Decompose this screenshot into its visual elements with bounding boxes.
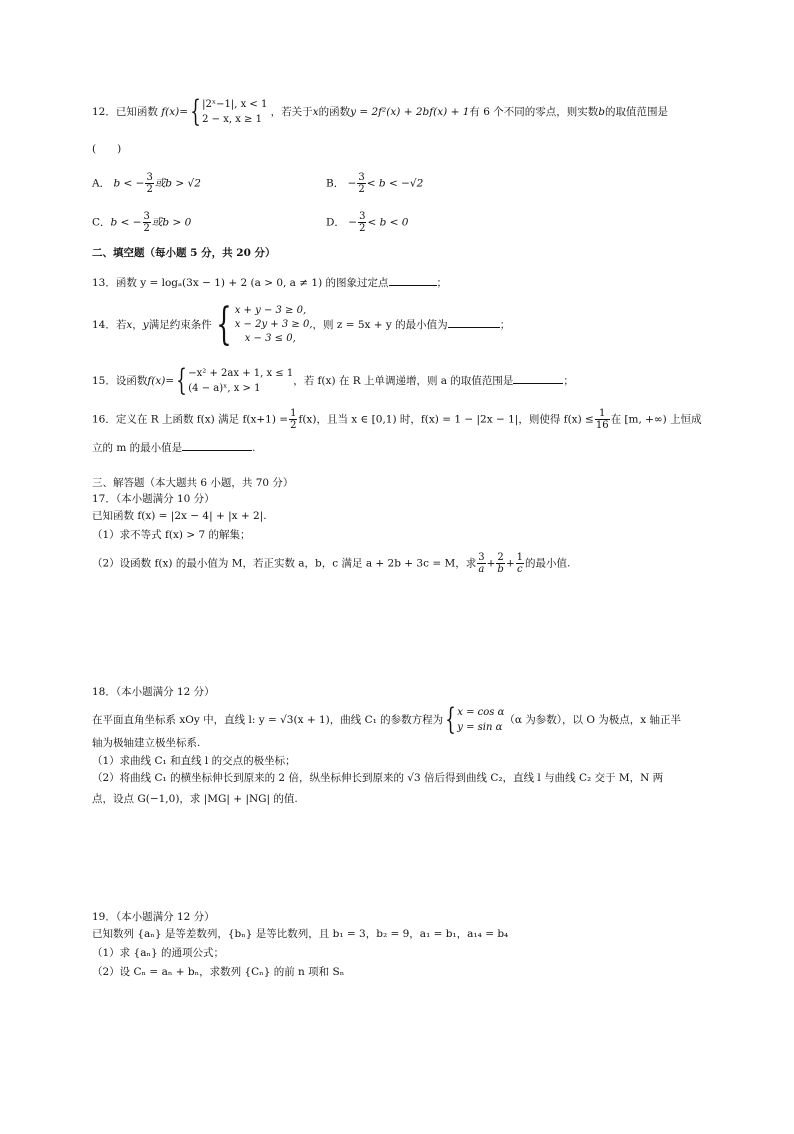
q12-option-d <box>326 211 408 234</box>
q15-end: ； <box>563 375 574 387</box>
q16-g-den: 16 <box>595 420 609 431</box>
q17-d1: a <box>478 564 485 575</box>
q14-c1: x + y − 3 ≥ 0, <box>234 305 307 316</box>
q12-fx: f(x)= <box>161 106 189 118</box>
q15-cases <box>188 366 293 396</box>
q15-fx: f(x)= <box>147 375 175 387</box>
option-b-label: B． <box>326 177 345 190</box>
option-c-label: C． <box>92 216 111 229</box>
q14-tail: ，则 z = 5x + y 的最小值为 <box>312 319 448 331</box>
q17-plus2: + <box>505 557 515 570</box>
q16-frac-16 <box>595 408 610 431</box>
q14-c3: x − 3 ≤ 0, <box>244 333 296 344</box>
q17-n1: 3 <box>478 552 485 563</box>
q16-g-num: 1 <box>595 408 610 420</box>
q12-tail: 有 6 个不同的零点，则实数 <box>469 106 599 118</box>
q12-lead: 12．已知函数 <box>92 106 158 118</box>
q13-blank <box>389 285 437 286</box>
q16-lead: 16．定义在 R 上函数 f(x) 满足 f(x+1) = <box>92 413 289 426</box>
q15-blank <box>513 383 563 384</box>
option-d-pre: − <box>348 216 358 229</box>
q15-c2: (4 − a)ˣ, x > 1 <box>188 383 261 394</box>
option-c-pre: b < − <box>110 216 142 229</box>
q17-part2 <box>92 552 570 575</box>
q14-lead: 14．若 <box>92 319 127 331</box>
q13 <box>92 276 447 290</box>
q13-text: 13．函数 y = logₐ(3x − 1) + 2 (a > 0, a ≠ 1) 的图象过定点 <box>92 277 389 289</box>
option-c-frac <box>143 211 151 234</box>
q18-part2: （2）将曲线 C₁ 的横坐标伸长到原来的 2 倍，纵坐标伸长到原来的 √3 倍后得到曲线 C₂，直线 l 与曲线 C₂ 交于 M，N 两 <box>92 772 664 784</box>
q12-cases <box>202 97 267 127</box>
q18-l1-lead: 在平面直角坐标系 xOy 中，直线 l: y = √3(x + 1)，曲线 C₁ 的参数方程为 <box>92 714 444 726</box>
option-c-post: 或b > 0 <box>151 216 192 229</box>
q17-stem: 已知函数 f(x) = |2x − 4| + |x + 2|. <box>92 510 267 522</box>
q17-d3: c <box>517 564 523 575</box>
q17-d2: b <box>497 564 504 575</box>
q12-tail2: 的取值范围是 <box>605 106 668 118</box>
q18-line2: 轴为极轴建立极坐标系. <box>92 737 201 749</box>
q12-mid: ，若关于 <box>270 106 313 118</box>
q18-l1-tail: （α 为参数），以 O 为极点，x 轴正半 <box>504 714 682 726</box>
q18-c1: x = cos α <box>457 707 505 718</box>
option-b-den: 2 <box>358 184 365 195</box>
q18-brace: { <box>445 702 456 737</box>
q15-lead: 15．设函数 <box>92 375 148 387</box>
option-c-den: 2 <box>143 223 150 234</box>
q12-option-a <box>92 172 201 195</box>
q14-c2: x − 2y + 3 ≥ 0, <box>234 319 313 330</box>
q19-head: 19．（本小题满分 12 分） <box>92 911 215 923</box>
option-a-post: 或b > √2 <box>154 177 201 190</box>
q18-head: 18．（本小题满分 12 分） <box>92 686 215 698</box>
option-d-label: D． <box>326 216 345 229</box>
q13-end: ； <box>436 277 448 289</box>
q16-end: . <box>252 442 256 454</box>
q16-line1 <box>92 408 702 431</box>
option-b-post: < b < −√2 <box>366 177 424 190</box>
q14-sep: ， <box>132 319 143 331</box>
option-a-den: 2 <box>146 184 153 195</box>
q16-line2 <box>92 441 255 455</box>
q17-n3: 1 <box>516 552 523 563</box>
q15-c1: −x² + 2ax + 1, x ≤ 1 <box>188 368 294 379</box>
q12-paren: ( ) <box>92 143 122 155</box>
q15-tail: ，若 f(x) 在 R 上单调递增，则 a 的取值范围是 <box>293 375 514 387</box>
option-a-num: 3 <box>146 172 153 183</box>
q12-x: x <box>312 106 319 118</box>
option-a-frac <box>145 172 153 195</box>
option-b-pre: − <box>347 177 357 190</box>
q12-case1: |2ˣ−1|, x < 1 <box>202 99 268 110</box>
section-2-title: 二、填空题（每小题 5 分，共 20 分） <box>92 247 276 259</box>
q12-brace: { <box>190 94 201 129</box>
q16-line2-text: 立的 m 的最小值是 <box>92 442 183 454</box>
q17-p2-tail: 的最小值. <box>525 557 571 570</box>
q19-part2: （2）设 Cₙ = aₙ + bₙ，求数列 {Cₙ} 的前 n 项和 Sₙ <box>92 966 345 978</box>
q12-option-b <box>326 172 423 195</box>
q17-frac3 <box>516 552 524 575</box>
option-b-num: 3 <box>358 172 365 183</box>
q16-f-num: 1 <box>290 408 297 419</box>
q14 <box>92 299 511 350</box>
q14-mid: 满足约束条件 <box>148 319 212 331</box>
q18-cases <box>457 705 504 735</box>
option-d-den: 2 <box>359 223 366 234</box>
q12-mid2: 的函数 <box>318 106 351 118</box>
option-a-label: A． <box>92 177 111 190</box>
q19-stem: 已知数列 {aₙ} 是等差数列，{bₙ} 是等比数列，且 b₁ = 3，b₂ = 9，a₁ = b₁，a₁₄ = b₄ <box>92 928 509 940</box>
q15-brace: { <box>176 363 187 398</box>
q17-n2: 2 <box>497 552 504 563</box>
q14-blank <box>448 327 500 328</box>
option-d-post: < b < 0 <box>367 216 409 229</box>
option-a-pre: b < − <box>113 177 145 190</box>
q14-cases <box>235 304 313 346</box>
q18-c2: y = sin α <box>457 722 503 733</box>
q17-frac1 <box>477 552 485 575</box>
q17-plus1: + <box>486 557 496 570</box>
q17-head: 17．（本小题满分 10 分） <box>92 493 215 505</box>
q16-blank <box>182 450 252 451</box>
q17-frac2 <box>496 552 504 575</box>
q14-end: ； <box>499 319 511 331</box>
q12-stem <box>92 94 668 129</box>
q15 <box>92 363 574 398</box>
q12-b: b <box>598 106 605 118</box>
q16-f-den: 2 <box>290 420 297 431</box>
q18-part3: 点，设点 G(−1,0)，求 |MG| + |NG| 的值. <box>92 793 298 805</box>
q12-func: y = 2f²(x) + 2bf(x) + 1 <box>350 106 470 118</box>
q16-frac-half <box>289 408 297 431</box>
q18-part1: （1）求曲线 C₁ 和直线 l 的交点的极坐标； <box>92 755 296 767</box>
q19-part1: （1）求 {aₙ} 的通项公式； <box>92 947 225 959</box>
option-b-frac <box>357 172 365 195</box>
q14-y: y <box>142 319 149 331</box>
option-c-num: 3 <box>143 211 150 222</box>
q16-mid: f(x)，且当 x ∈ [0,1) 时，f(x) = 1 − |2x − 1|，则使得 f(x) ≤ <box>298 413 594 426</box>
q17-p2-lead: （2）设函数 f(x) 的最小值为 M，若正实数 a，b，c 满足 a + 2b + 3c = M，求 <box>92 557 477 570</box>
section-3-title: 三、解答题（本大题共 6 小题，共 70 分） <box>92 477 294 489</box>
q14-x: x <box>126 319 133 331</box>
q18-line1 <box>92 702 682 737</box>
q14-brace: { <box>216 299 232 350</box>
q12-case2: 2 − x, x ≥ 1 <box>202 114 262 125</box>
q17-part1: （1）求不等式 f(x) > 7 的解集； <box>92 529 251 541</box>
option-d-frac <box>358 211 366 234</box>
option-d-num: 3 <box>359 211 366 222</box>
q16-tail: 在 [m, +∞) 上恒成 <box>610 413 702 426</box>
q12-option-c <box>92 211 191 234</box>
